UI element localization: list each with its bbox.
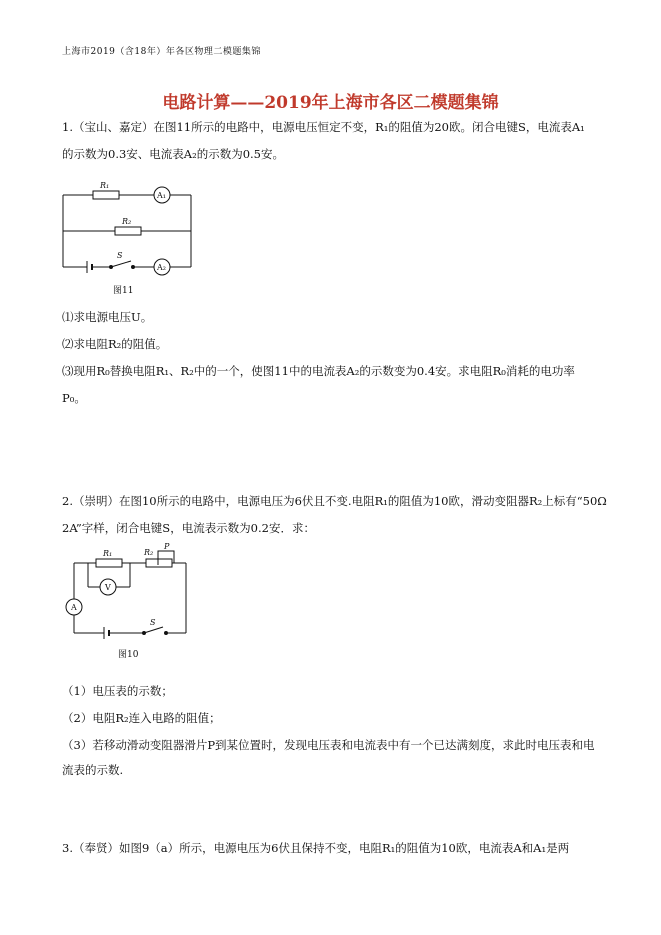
- s-label: S: [117, 251, 123, 260]
- q1-part1: ⑴求电源电压U。: [62, 310, 153, 324]
- a-label: A: [71, 603, 77, 612]
- q1-part3-line1: ⑶现用R₀替换电阻R₁、R₂中的一个，使图11中的电流表A₂的示数变为0.4安。求电阻R₀消耗的电功率: [62, 364, 575, 378]
- r1-label: R₁: [103, 549, 113, 558]
- q2-line2: 2A”字样，闭合电键S，电流表示数为0.2安．求：: [62, 521, 315, 535]
- resistor-r1: [93, 191, 119, 199]
- a1-label: A₁: [157, 191, 166, 200]
- circuit-figure-10: [60, 543, 200, 663]
- q3-line1: 3.（奉贤）如图9（a）所示，电源电压为6伏且保持不变，电阻R₁的阻值为10欧，电流表A和A₁是两: [62, 841, 570, 855]
- q1-line2: 的示数为0.3安、电流表A₂的示数为0.5安。: [62, 147, 284, 161]
- figure-11-caption: 图11: [113, 286, 134, 296]
- q2-part1: （1）电压表的示数；: [62, 684, 173, 698]
- rheostat-r2: [146, 559, 172, 567]
- r2-label: R₂: [144, 548, 154, 557]
- switch-s: [144, 627, 163, 633]
- q2-line1: 2.（崇明）在图10所示的电路中，电源电压为6伏且不变.电阻R₁的阻值为10欧，滑动变阻器R₂上标有“50Ω: [62, 494, 607, 508]
- q1-part3-line2: P₀。: [62, 391, 86, 405]
- resistor-r2: [115, 227, 141, 235]
- a2-label: A₂: [157, 263, 166, 272]
- figure-10-caption: 图10: [118, 650, 139, 660]
- p-label: P: [164, 543, 170, 551]
- r2-label: R₂: [122, 217, 132, 226]
- r1-label: R₁: [100, 181, 110, 190]
- q2-part2: （2）电阻R₂连入电路的阻值；: [62, 711, 221, 725]
- page-header: 上海市2019（含18年）年各区物理二模题集锦: [62, 47, 261, 57]
- q1-line1: 1.（宝山、嘉定）在图11所示的电路中，电源电压恒定不变，R₁的阻值为20欧。闭合电键S，电流表A₁: [62, 120, 585, 134]
- resistor-r1: [96, 559, 122, 567]
- s-label: S: [150, 618, 156, 627]
- switch-s: [111, 261, 131, 267]
- circuit-figure-11: [55, 175, 215, 305]
- q2-part3-line2: 流表的示数.: [62, 763, 124, 777]
- q1-part2: ⑵求电阻R₂的阻值。: [62, 337, 168, 351]
- page-title: 电路计算——2019年上海市各区二模题集锦: [162, 93, 499, 113]
- q2-part3-line1: （3）若移动滑动变阻器滑片P到某位置时，发现电压表和电流表中有一个已达满刻度，求此时电压表和电: [62, 738, 595, 752]
- v-label: V: [105, 583, 111, 592]
